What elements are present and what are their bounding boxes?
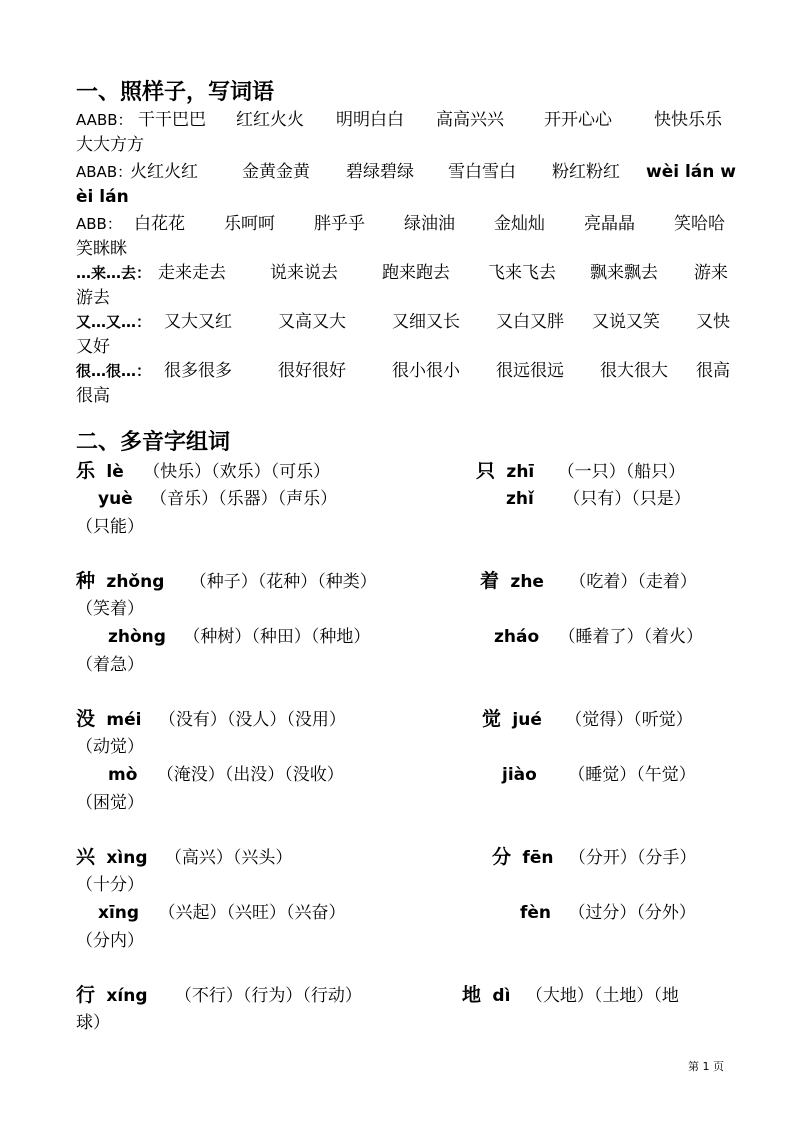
polyphone-char: 觉 [482,708,502,730]
word: 又细又长 [392,312,460,332]
row-youyou [76,309,736,335]
right-line1 [492,844,696,871]
word: 走来走去 [158,263,226,283]
pinyin: xīng [98,903,140,923]
pinyin: fèn [520,903,552,923]
right-wrap2: （只能） [76,517,144,537]
word: 很大很大 [600,361,668,381]
word: 高高兴兴 [436,110,504,130]
word-list: （只有）（只是） [563,489,691,509]
row-wrap: 又好 [76,337,110,357]
left-line1 [76,844,292,871]
right-wrap1: （动觉） [76,737,144,757]
polyphone-char: 着 [480,570,500,592]
right-line1 [462,982,679,1009]
pinyin: fēn [522,848,554,868]
left-line1 [76,458,330,485]
word: 明明白白 [336,110,404,130]
word: 胖乎乎 [314,214,365,234]
pinyin: xìng [106,848,148,868]
polyphone-char: 只 [476,460,496,482]
row-wrap: 游去 [76,288,110,308]
row-wrap: 大大方方 [76,135,144,155]
pinyin: mò [108,765,138,785]
word-list: （分开）（分手） [568,848,697,868]
right-line1 [480,568,697,595]
row-henhen [76,358,736,384]
word-list: （不行）（行为）（行动） [174,986,362,1006]
word: 很好很好 [278,361,346,381]
pinyin: méi [106,710,142,730]
word: 亮晶晶 [584,214,635,234]
row-laiqu [76,260,736,286]
pinyin: zhe [510,572,544,592]
section1-title: 一、照样子，写词语 [76,80,275,105]
word: 快快乐乐 [654,110,722,130]
word-list: （种树）（种田）（种地） [183,627,371,647]
right-line2 [494,624,703,650]
word: 金黄金黄 [242,162,310,182]
word: 干干巴巴 [138,110,206,130]
word-list: （睡觉）（午觉） [568,765,696,785]
word-list: （高兴）（兴头） [164,848,293,868]
polyphone-char: 行 [76,984,96,1006]
left-line2 [108,624,370,650]
pinyin: zhǒng [106,572,165,592]
polyphone-char: 分 [492,846,512,868]
pinyin: zhī [506,462,535,482]
right-wrap2: （困觉） [76,793,144,813]
word: 乐呵呵 [224,214,275,234]
row-label: AABB： [76,111,133,129]
row-wrap: 很高 [76,386,110,406]
left-line1 [76,706,346,733]
word: 游来 [694,263,728,283]
right-line2 [520,900,696,926]
word: 又高又大 [278,312,346,332]
word-list: （种子）（花种）（种类） [189,572,377,592]
left-line2 [98,900,345,926]
polyphone-char: 乐 [76,460,96,482]
word-list: （大地）（土地）（地 [525,986,679,1006]
pinyin: zhǐ [506,489,534,509]
right-line2 [502,762,696,788]
polyphone-char: 种 [76,570,96,592]
right-line1 [476,458,685,485]
row-label: ABB： [76,215,122,233]
word: 飞来飞去 [488,263,556,283]
row-label: 又…又…： [76,313,152,331]
left-line1 [76,568,377,595]
pinyin: lè [106,462,124,482]
word: 很小很小 [392,361,460,381]
pinyin: jué [512,710,542,730]
word: 说来说去 [270,263,338,283]
word-list: （吃着）（走着） [569,572,697,592]
right-wrap2: （分内） [76,931,144,951]
pinyin: xíng [106,986,148,1006]
pinyin: zhòng [108,627,166,647]
word-list: （觉得）（听觉） [565,710,693,730]
word: 很远很远 [496,361,564,381]
word: 绿油油 [404,214,455,234]
right-wrap1: （笑着） [76,599,144,619]
word: 笑哈哈 [674,214,725,234]
page-number: 第 1 页 [688,1060,724,1073]
polyphone-char: 兴 [76,846,96,868]
word: 又说又笑 [592,312,660,332]
word: 很多很多 [164,361,232,381]
row-abab [76,159,736,185]
pinyin: dì [492,986,511,1006]
word: 白花花 [134,214,185,234]
word: 红红火火 [236,110,304,130]
word: 火红火红 [130,162,198,182]
right-line1 [482,706,693,733]
word-list: （淹没）（出没）（没收） [156,765,344,785]
polyphone-char: 地 [462,984,482,1006]
word: 很高 [696,361,730,381]
right-wrap1: 球） [76,1013,110,1033]
row-aabb [76,107,736,133]
word-list: （过分）（分外） [568,903,696,923]
word-list: （一只）（船只） [557,462,686,482]
word-list: （没有）（没人）（没用） [158,710,346,730]
right-wrap2: （着急） [76,655,144,675]
pinyin-extra: wèi lán w [646,162,737,182]
word-list: （兴起）（兴旺）（兴奋） [158,903,346,923]
row-abb [76,211,736,237]
word: 碧绿碧绿 [346,162,414,182]
word: 开开心心 [544,110,612,130]
right-wrap1: （十分） [76,875,144,895]
pinyin: jiào [502,765,537,785]
left-line1 [76,982,362,1009]
polyphone-char: 没 [76,708,96,730]
pinyin: zháo [494,627,540,647]
word: 雪白雪白 [448,162,516,182]
row-wrap: èi lán [76,187,129,207]
row-label: …来…去： [76,264,152,282]
word: 又快 [696,312,730,332]
right-line2 [506,486,691,512]
row-label: ABAB： [76,163,133,181]
word: 飘来飘去 [590,263,658,283]
row-wrap: 笑眯眯 [76,239,127,259]
word: 又白又胖 [496,312,564,332]
word-list: （睡着了）（着火） [558,627,704,647]
pinyin: yuè [98,489,133,509]
word: 粉红粉红 [552,162,620,182]
word: 金灿灿 [494,214,545,234]
word-list: （快乐）（欢乐）（可乐） [143,462,331,482]
word: 又大又红 [164,312,232,332]
left-line2 [98,486,337,512]
left-line2 [108,762,344,788]
word: 跑来跑去 [382,263,450,283]
section2-title: 二、多音字组词 [76,430,231,455]
word-list: （音乐）（乐器）（声乐） [150,489,338,509]
row-label: 很…很…： [76,362,152,380]
